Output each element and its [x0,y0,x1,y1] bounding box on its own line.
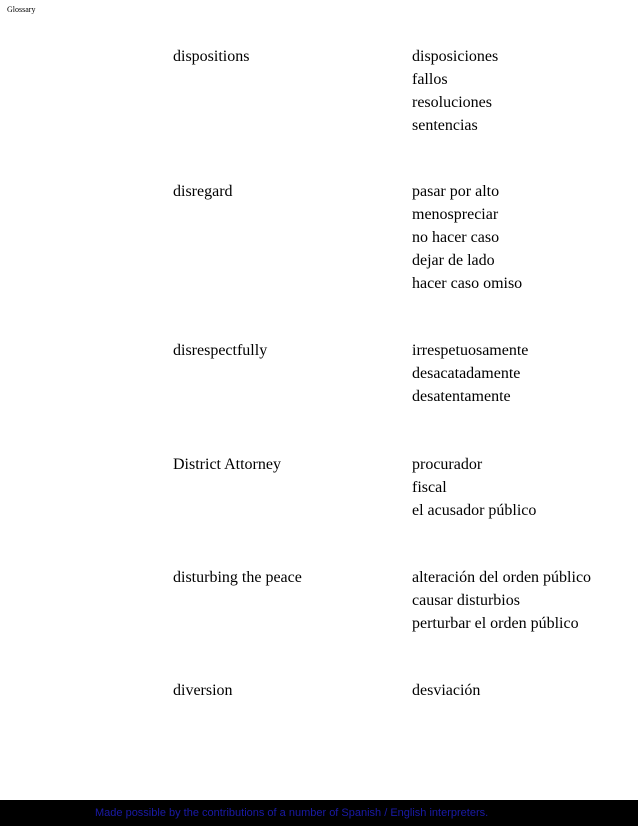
entry-translation: menospreciar [412,206,499,223]
entry-term: disrespectfully [173,342,268,359]
entry-translation: irrespetuosamente [412,342,529,359]
entry-translation: sentencias [412,117,478,134]
entry-translation: hacer caso omiso [412,275,523,292]
entry-translations [412,679,480,702]
entry-translations [412,339,528,408]
entry-translation: desviación [412,682,481,699]
entry-translation: fiscal [412,479,447,496]
entry-term: disturbing the peace [173,569,302,586]
entry-translations [412,566,591,635]
entry-translation: no hacer caso [412,229,500,246]
entry-translation: perturbar el orden público [412,615,579,632]
entry-term: dispositions [173,48,250,65]
entry-translation: dejar de lado [412,252,495,269]
entry-translation: desacatadamente [412,365,521,382]
entry-translation: procurador [412,456,483,473]
glossary-header-label: Glossary [7,5,36,14]
entry-translations [412,45,498,137]
entry-translation: fallos [412,71,448,88]
entry-translations [412,453,536,522]
entry-translation: resoluciones [412,94,492,111]
entry-translation: alteración del orden público [412,569,592,586]
entry-term: District Attorney [173,456,281,473]
entry-term: diversion [173,682,233,699]
entry-translation: disposiciones [412,48,499,65]
entry-translation: el acusador público [412,502,537,519]
entry-translations [412,180,522,295]
entry-term: disregard [173,183,233,200]
entry-translation: causar disturbios [412,592,520,609]
footer-bar [0,800,638,826]
entry-translation: pasar por alto [412,183,500,200]
footer-credit-text: Made possible by the contributions of a number of Spanish / English interpreters. [95,807,489,819]
entry-translation: desatentamente [412,388,511,405]
